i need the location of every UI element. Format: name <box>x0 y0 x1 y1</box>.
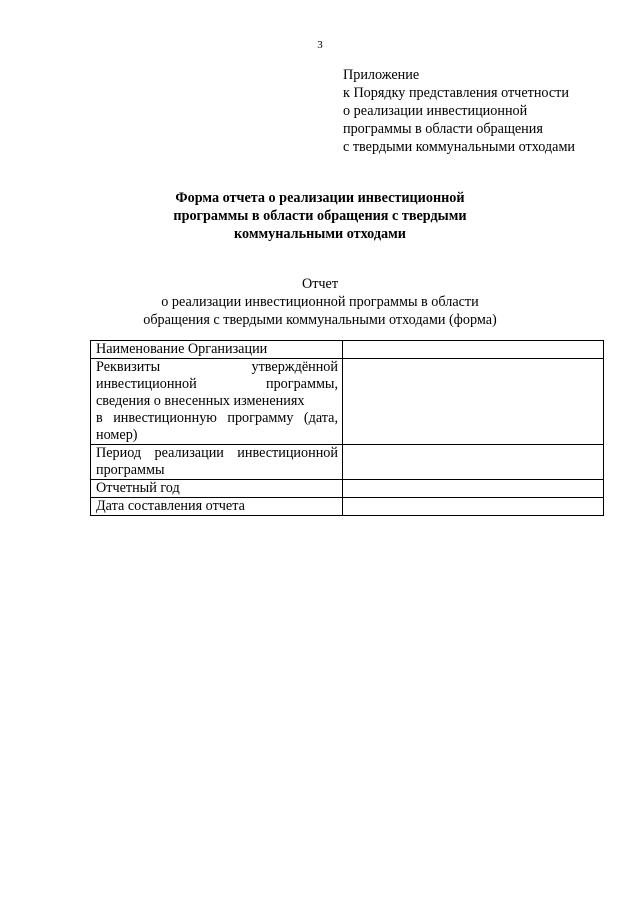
table-row <box>91 445 604 480</box>
appendix-note <box>343 66 633 156</box>
report-heading-line: о реализации инвестиционной программы в области <box>161 294 479 310</box>
label-line: Дата составления отчета <box>96 498 245 514</box>
appendix-line: Приложение <box>343 67 420 83</box>
organization-name-value-field[interactable] <box>343 341 604 359</box>
row-label-program-details <box>91 359 343 445</box>
form-title-line: Форма отчета о реализации инвестиционной <box>175 190 465 206</box>
form-title <box>0 189 640 243</box>
report-heading-line: обращения с твердыми коммунальными отходами (форма) <box>143 312 497 328</box>
report-heading-line: Отчет <box>301 276 339 292</box>
row-label-implementation-period <box>91 445 343 480</box>
table-row <box>91 359 604 445</box>
report-form-table <box>90 340 604 516</box>
appendix-line: программы в области обращения <box>343 121 543 137</box>
label-line: Отчетный год <box>96 480 180 496</box>
appendix-line: с твердыми коммунальными отходами <box>343 139 576 155</box>
label-line: Период реализации инвестиционной <box>96 445 338 461</box>
row-label-reporting-year <box>91 480 343 498</box>
report-heading <box>0 275 640 329</box>
label-line: в инвестиционную программу (дата, <box>96 410 338 426</box>
label-line: сведения о внесенных изменениях <box>96 393 305 409</box>
program-details-value-field[interactable] <box>343 359 604 445</box>
label-line: программы <box>96 462 165 478</box>
reporting-year-value-field[interactable] <box>343 480 604 498</box>
appendix-line: к Порядку представления отчетности <box>343 85 569 101</box>
table-row <box>91 498 604 516</box>
label-line: инвестиционной программы, <box>96 376 338 392</box>
implementation-period-value-field[interactable] <box>343 445 604 480</box>
row-label-organization-name <box>91 341 343 359</box>
appendix-line: о реализации инвестиционной <box>343 103 528 119</box>
report-date-value-field[interactable] <box>343 498 604 516</box>
form-title-line: коммунальными отходами <box>234 226 406 242</box>
label-line: номер) <box>96 427 138 443</box>
table-row <box>91 341 604 359</box>
row-label-report-date <box>91 498 343 516</box>
page-number: 3 <box>317 39 323 51</box>
label-line: Наименование Организации <box>96 341 268 357</box>
form-title-line: программы в области обращения с твердыми <box>173 208 467 224</box>
table-row <box>91 480 604 498</box>
label-line: Реквизиты утверждённой <box>96 359 338 375</box>
